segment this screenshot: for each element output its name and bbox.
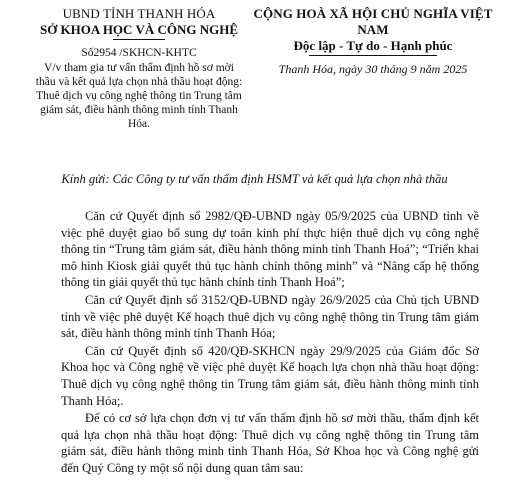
recipient-line (0, 171, 509, 187)
document-body (61, 208, 479, 478)
national-motto: Độc lập - Tự do - Hạnh phúc (293, 38, 453, 53)
motto-underline (309, 55, 437, 56)
body-paragraph: Căn cứ Quyết định số 2982/QĐ-UBND ngày 05/9/2025 của UBND tỉnh về việc phê duyệt giao bổ sung dự toán kinh phí thực hiện thuê dịch vụ công nghệ thông tin “Trung tâm giám sát, điều hành thông minh tỉnh Thanh Hoá”; “Triển khai mô hình Kiosk giải quyết thủ tục hành chính thông minh” và “Nâng cấp hệ thống thông tin giải quyết thủ tục hành chính tỉnh Thanh Hoá”; (61, 209, 479, 290)
agency-underline (113, 39, 165, 40)
national-title: CỘNG HOÀ XÃ HỘI CHỦ NGHĨA VIỆT NAM (253, 6, 493, 37)
issuer-header (34, 6, 244, 131)
place-and-date: Thanh Hóa, ngày 30 tháng 9 năm 2025 (278, 62, 468, 76)
document-subject: V/v tham gia tư vấn thẩm định hồ sơ mời thầu và kết quả lựa chọn nhà thầu hoạt động: Thuê dịch vụ công nghệ thông tin Trung tâm giám sát, điều hành thông minh tỉnh Thanh Hóa. (35, 62, 243, 130)
parent-agency: UBND TỈNH THANH HÓA (62, 6, 216, 21)
issuing-agency: SỞ KHOA HỌC VÀ CÔNG NGHỆ (39, 22, 239, 37)
body-paragraph: Căn cứ Quyết định số 3152/QĐ-UBND ngày 26/9/2025 của Chủ tịch UBND tỉnh về việc phê duyệt Kế hoạch thuê dịch vụ công nghệ thông tin Trung tâm giám sát, điều hành thông minh tỉnh Thanh Hóa; (61, 292, 479, 341)
body-paragraph: Để có cơ sở lựa chọn đơn vị tư vấn thẩm định hồ sơ mời thầu, thẩm định kết quả lựa chọn nhà thầu hoạt động: Thuê dịch vụ công nghệ thông tin Trung tâm giám sát, điều hành thông minh tỉnh Thanh Hóa, Sở Khoa học và Công nghệ gửi đến Quý Công ty một số nội dung quan tâm sau: (61, 411, 479, 475)
recipient-text: Các Công ty tư vấn thẩm định HSMT và kết quả lựa chọn nhà thầu (109, 172, 448, 186)
recipient-label: Kính gửi: (61, 172, 110, 186)
body-paragraph: Căn cứ Quyết định số 420/QĐ-SKHCN ngày 29/9/2025 của Giám đốc Sở Khoa học và Công nghệ về việc phê duyệt Kế hoạch lựa chọn nhà thầu hoạt động: Thuê dịch vụ công nghệ thông tin Trung tâm giám sát, điều hành thông minh tỉnh Thanh Hóa;. (61, 343, 479, 408)
document-number: Số2954 /SKHCN-KHTC (81, 47, 197, 59)
national-header (242, 6, 504, 77)
